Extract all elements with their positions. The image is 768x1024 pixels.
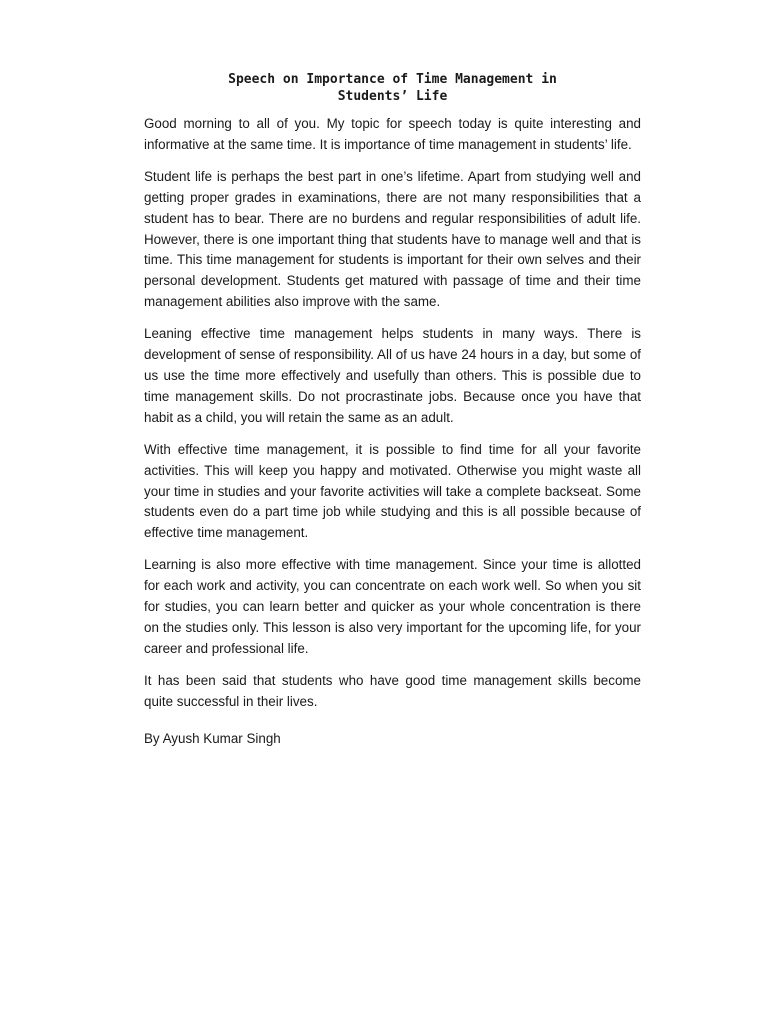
author-byline: By Ayush Kumar Singh — [144, 730, 281, 746]
title-line-1: Speech on Importance of Time Management in — [228, 72, 557, 87]
paragraph-2: Student life is perhaps the best part in one’s lifetime. Apart from studying well and getting proper grades in examinations, there are not many responsibilities that a student has to bear. There are no burdens and regular responsibilities of adult life. However, there is one important thing that students have to manage well and that is time. This time management for students is important for their own selves and their personal development. Students get matured with passage of time and their time management abilities also improve with the same. — [144, 168, 641, 310]
document-title — [170, 71, 615, 105]
document-body — [144, 114, 641, 749]
paragraph-3: Leaning effective time management helps students in many ways. There is development of sense of responsibility. All of us have 24 hours in a day, but some of us use the time more effectively and usefully than others. This is possible due to time management skills. Do not procrastinate jobs. Because once you have that habit as a child, you will retain the same as an adult. — [144, 326, 641, 425]
paragraph-5: Learning is also more effective with time management. Since your time is allotted for each work and activity, you can concentrate on each work well. So when you sit for studies, you can learn better and quicker as your whole concentration is there on the studies only. This lesson is also very important for the upcoming life, for your career and professional life. — [144, 557, 641, 656]
paragraph-1: Good morning to all of you. My topic for speech today is quite interesting and informative at the same time. It is importance of time management in students’ life. — [144, 116, 641, 152]
paragraph-6: It has been said that students who have good time management skills become quite successful in their lives. — [144, 672, 641, 709]
paragraph-4: With effective time management, it is possible to find time for all your favorite activities. This will keep you happy and motivated. Otherwise you might waste all your time in studies and your favorite activities will take a complete backseat. Some students even do a part time job while studying and this is all possible because of effective time management. — [144, 441, 641, 541]
title-line-2: Students’ Life — [337, 89, 448, 104]
